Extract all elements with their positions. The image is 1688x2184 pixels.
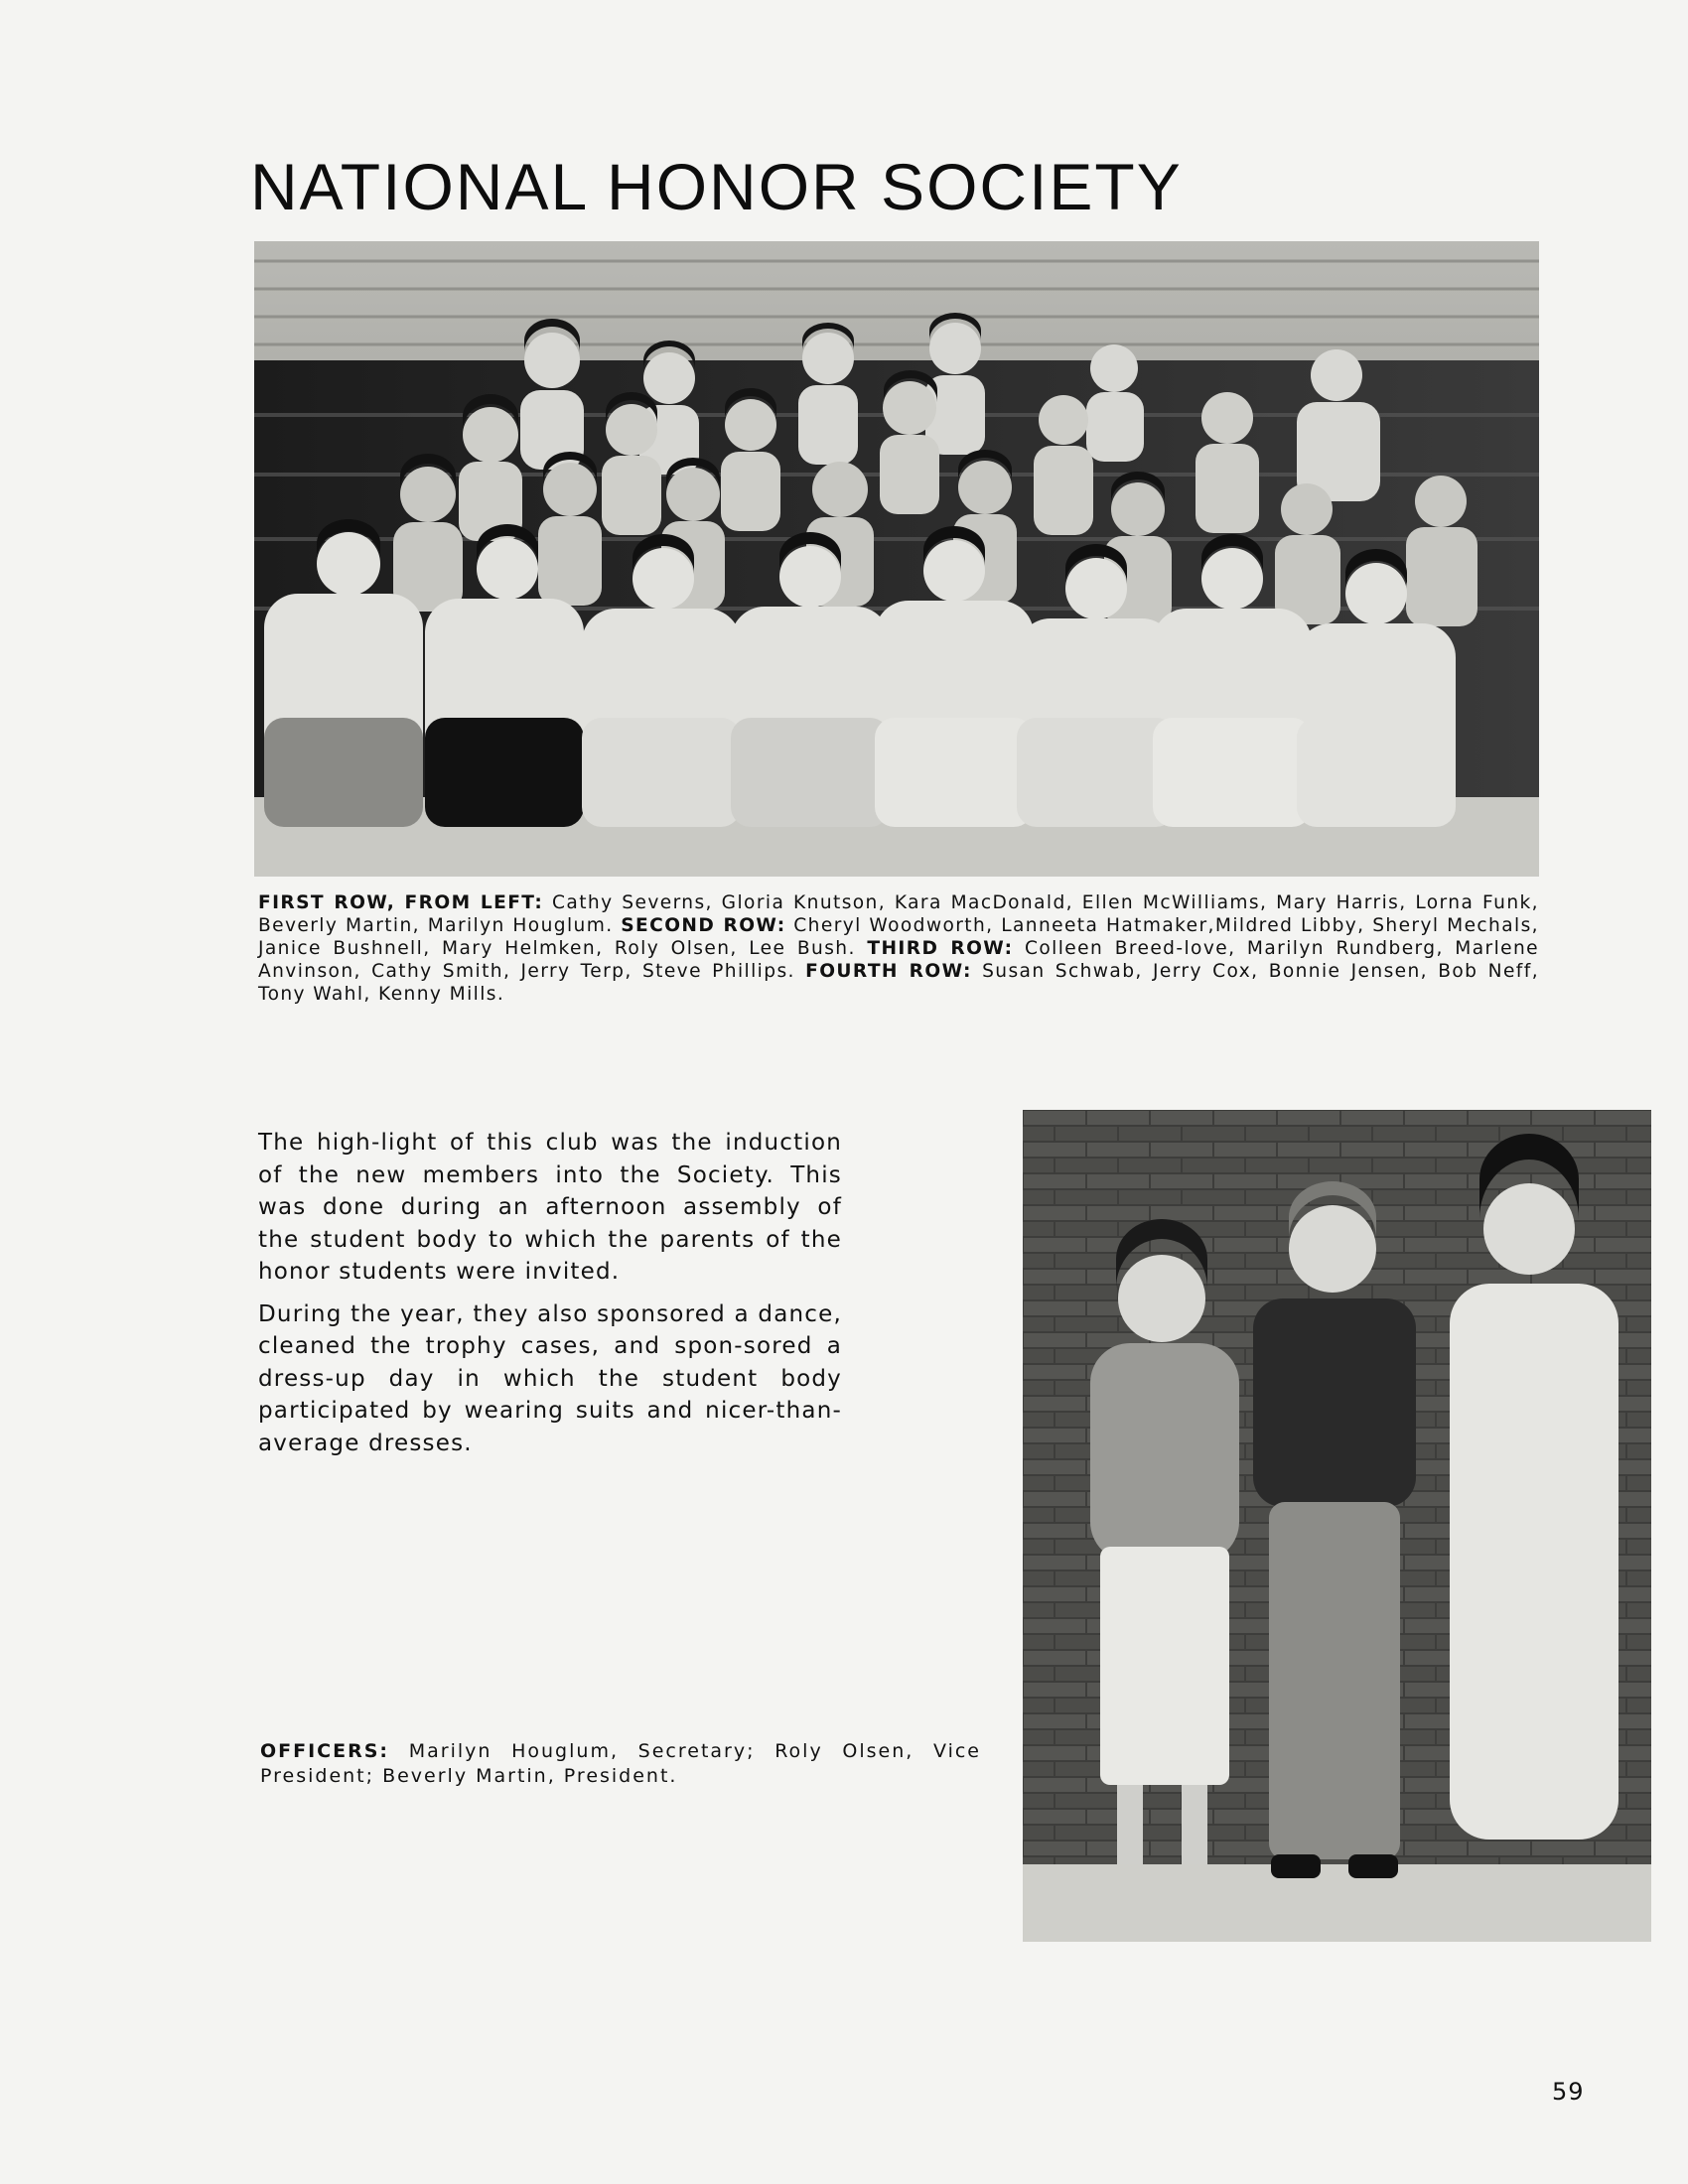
officers-photo [1023, 1110, 1651, 1942]
page-title: NATIONAL HONOR SOCIETY [250, 150, 1183, 223]
first-row-label: FIRST ROW, FROM LEFT: [258, 892, 544, 913]
officers-text: Marilyn Houglum, Secretary; Roly Olsen, Vice President; Beverly Martin, President. [260, 1740, 981, 1787]
paragraph-2: During the year, they also sponsored a dance, cleaned the trophy cases, and spon-sored a dress-up day in which the student body participated by wearing suits and nicer-than-average dresses. [258, 1300, 842, 1456]
first-row-names: Cathy Severns, Gloria Knutson, Kara MacDonald, Ellen McWilliams, Mary Harris, Lorna Funk, Beverly Martin, Marilyn Houglum. [258, 892, 1539, 936]
page-number: 59 [1552, 2078, 1585, 2106]
paragraph-1: The high-light of this club was the induction of the new members into the Society. This was done during an afternoon assembly of the student body to which the parents of the honor students were invited. [258, 1130, 842, 1285]
second-row-names: Cheryl Woodworth, Lanneeta Hatmaker,Mildred Libby, Sheryl Mechals, Janice Bushnell, Mary Helmken, Roly Olsen, Lee Bush. [258, 915, 1539, 959]
third-row-names: Colleen Breed-love, Marilyn Rundberg, Marlene Anvinson, Cathy Smith, Jerry Terp, Steve Phillips. [258, 938, 1540, 982]
second-row-label: SECOND ROW: [621, 915, 786, 936]
group-photo-image [254, 241, 1539, 877]
club-description [258, 1127, 842, 1469]
group-photo-caption [258, 891, 1539, 1006]
officers-photo-image [1023, 1110, 1651, 1942]
officers-caption [260, 1739, 981, 1789]
fourth-row-names: Susan Schwab, Jerry Cox, Bonnie Jensen, Bob Neff, Tony Wahl, Kenny Mills. [258, 961, 1540, 1005]
group-photo [254, 241, 1539, 877]
third-row-label: THIRD ROW: [867, 938, 1014, 959]
fourth-row-label: FOURTH ROW: [805, 961, 972, 982]
officers-label: OFFICERS: [260, 1740, 390, 1762]
